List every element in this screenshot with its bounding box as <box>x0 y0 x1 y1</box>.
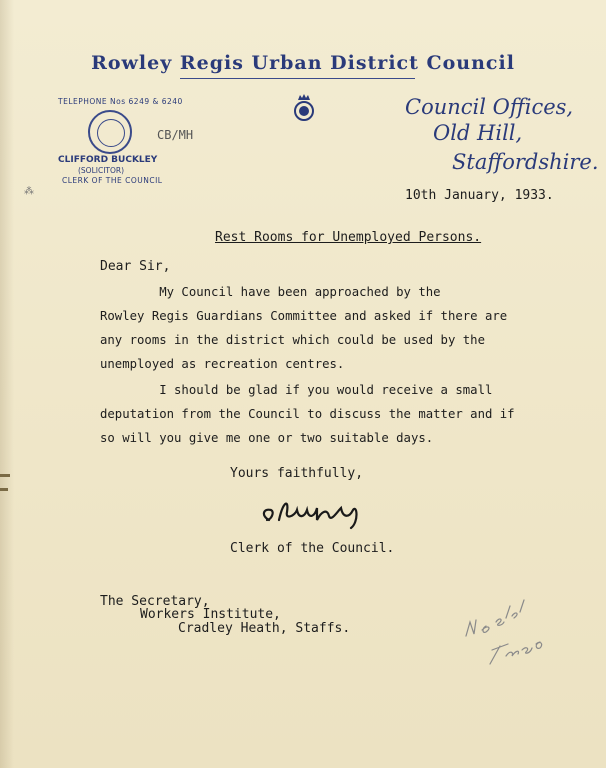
telephone-numbers: TELEPHONE Nos 6249 & 6240 <box>58 97 183 106</box>
letter-date: 10th January, 1933. <box>405 188 554 203</box>
clerk-name: CLIFFORD BUCKLEY <box>58 155 158 165</box>
address-line-3: Staffordshire. <box>452 150 599 174</box>
paragraph-line: I should be glad if you would receive a small <box>100 383 493 397</box>
edge-mark: ⁂ <box>24 186 34 197</box>
paragraph-line: so will you give me one or two suitable days. <box>100 431 434 445</box>
recipient-line-1: The Secretary, <box>100 594 210 609</box>
paragraph-line: unemployed as recreation centres. <box>100 357 345 371</box>
address-line-1: Council Offices, <box>405 95 574 119</box>
council-seal-icon <box>88 110 132 154</box>
signer-title: Clerk of the Council. <box>230 541 395 556</box>
address-line-2: Old Hill, <box>433 121 523 145</box>
page-edge-shadow <box>0 0 14 768</box>
paragraph-line: any rooms in the district which could be used by the <box>100 333 485 347</box>
salutation: Dear Sir, <box>100 259 171 274</box>
letter-subject: Rest Rooms for Unemployed Persons. <box>215 230 482 245</box>
clerk-title: CLERK OF THE COUNCIL <box>62 176 163 185</box>
crown-crest-icon <box>293 92 315 124</box>
pencil-annotation <box>462 592 557 672</box>
paragraph-line: Rowley Regis Guardians Committee and asked if there are <box>100 309 508 323</box>
council-name-heading: Rowley Regis Urban District Council <box>91 52 515 74</box>
closing: Yours faithfully, <box>230 466 364 481</box>
paper-tear <box>0 474 10 477</box>
recipient-line-2: Workers Institute, <box>140 607 281 622</box>
reference-code: CB/MH <box>157 128 194 142</box>
recipient-line-3: Cradley Heath, Staffs. <box>178 621 351 636</box>
paragraph-line: deputation from the Council to discuss the matter and if <box>100 407 515 421</box>
paragraph-line: My Council have been approached by the <box>100 285 441 299</box>
handwritten-signature <box>255 490 375 530</box>
paragraph-1 <box>100 280 540 376</box>
paragraph-2 <box>100 378 540 450</box>
paper-tear <box>0 488 8 491</box>
clerk-qualification: (SOLICITOR) <box>78 166 125 175</box>
heading-underline <box>180 78 415 79</box>
